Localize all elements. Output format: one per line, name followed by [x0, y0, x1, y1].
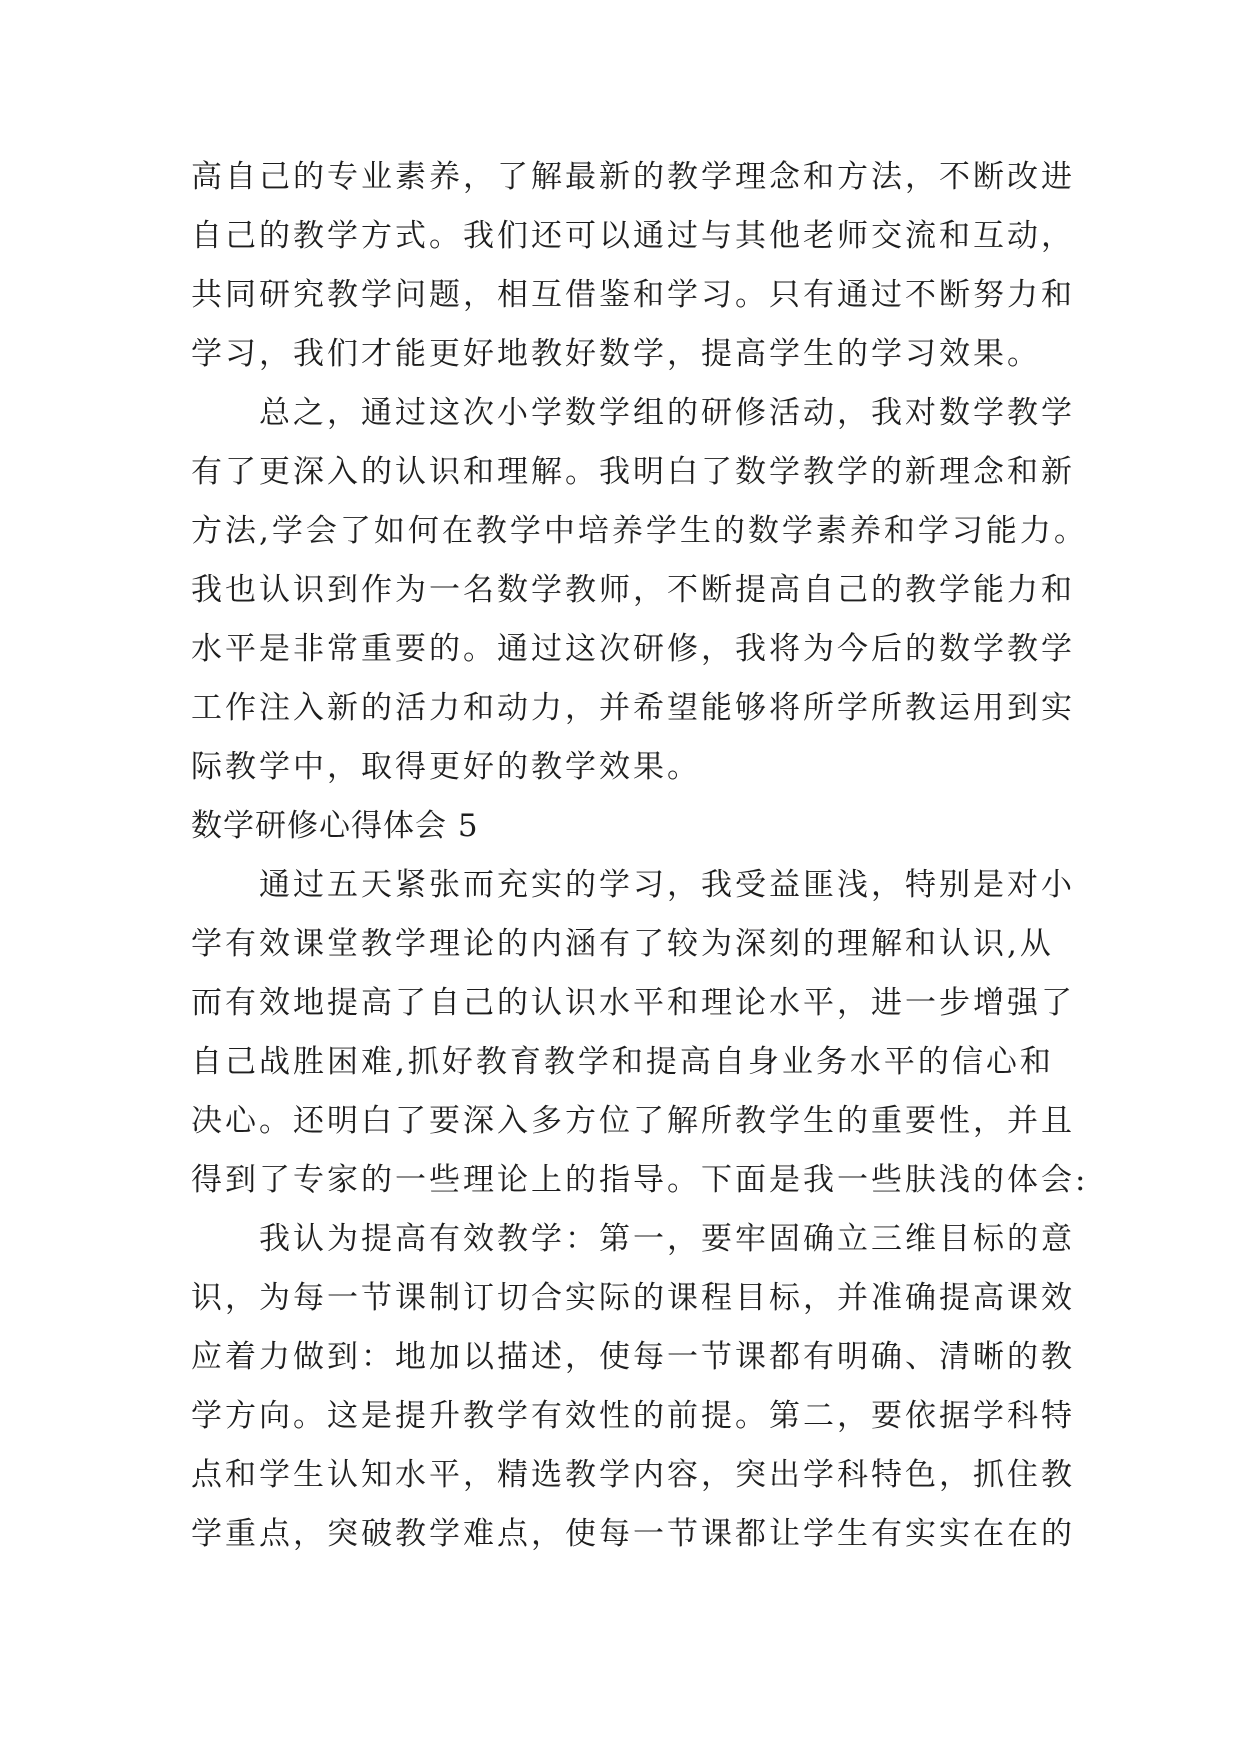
text-line: 高自己的专业素养，了解最新的教学理念和方法，不断改进 — [191, 159, 1075, 195]
text-line: 自己的教学方式。我们还可以通过与其他老师交流和互动， — [191, 218, 1075, 254]
document-body — [191, 148, 1089, 1564]
section-heading: 数学研修心得体会 5 — [191, 808, 479, 844]
text-line: 学方向。这是提升教学有效性的前提。第二，要依据学科特 — [191, 1398, 1075, 1434]
paragraph-start: 我认为提高有效教学：第一，要牢固确立三维目标的意 — [191, 1221, 1075, 1257]
text-line: 自己战胜困难,抓好教育教学和提高自身业务水平的信心和 — [191, 1044, 1054, 1080]
paragraph-start: 总之，通过这次小学数学组的研修活动，我对数学教学 — [191, 395, 1075, 431]
text-line: 方法,学会了如何在教学中培养学生的数学素养和学习能力。 — [191, 513, 1088, 549]
text-line: 点和学生认知水平，精选教学内容，突出学科特色，抓住教 — [191, 1457, 1075, 1493]
text-line: 学有效课堂教学理论的内涵有了较为深刻的理解和认识,从 — [191, 926, 1054, 962]
text-line: 决心。还明白了要深入多方位了解所教学生的重要性，并且 — [191, 1103, 1075, 1139]
text-line: 学重点，突破教学难点，使每一节课都让学生有实实在在的 — [191, 1516, 1075, 1552]
text-line: 而有效地提高了自己的认识水平和理论水平，进一步增强了 — [191, 985, 1075, 1021]
text-line: 有了更深入的认识和理解。我明白了数学教学的新理念和新 — [191, 454, 1075, 490]
text-line: 得到了专家的一些理论上的指导。下面是我一些肤浅的体会: — [191, 1162, 1089, 1198]
text-line: 我也认识到作为一名数学教师，不断提高自己的教学能力和 — [191, 572, 1075, 608]
text-line: 水平是非常重要的。通过这次研修，我将为今后的数学教学 — [191, 631, 1075, 667]
text-line: 识，为每一节课制订切合实际的课程目标，并准确提高课效 — [191, 1280, 1075, 1316]
text-line: 共同研究教学问题，相互借鉴和学习。只有通过不断努力和 — [191, 277, 1075, 313]
text-line: 际教学中，取得更好的教学效果。 — [191, 749, 701, 785]
paragraph-start: 通过五天紧张而充实的学习，我受益匪浅，特别是对小 — [191, 867, 1075, 903]
text-line: 学习，我们才能更好地教好数学，提高学生的学习效果。 — [191, 336, 1041, 372]
text-line: 工作注入新的活力和动力，并希望能够将所学所教运用到实 — [191, 690, 1075, 726]
text-line: 应着力做到：地加以描述，使每一节课都有明确、清晰的教 — [191, 1339, 1075, 1375]
